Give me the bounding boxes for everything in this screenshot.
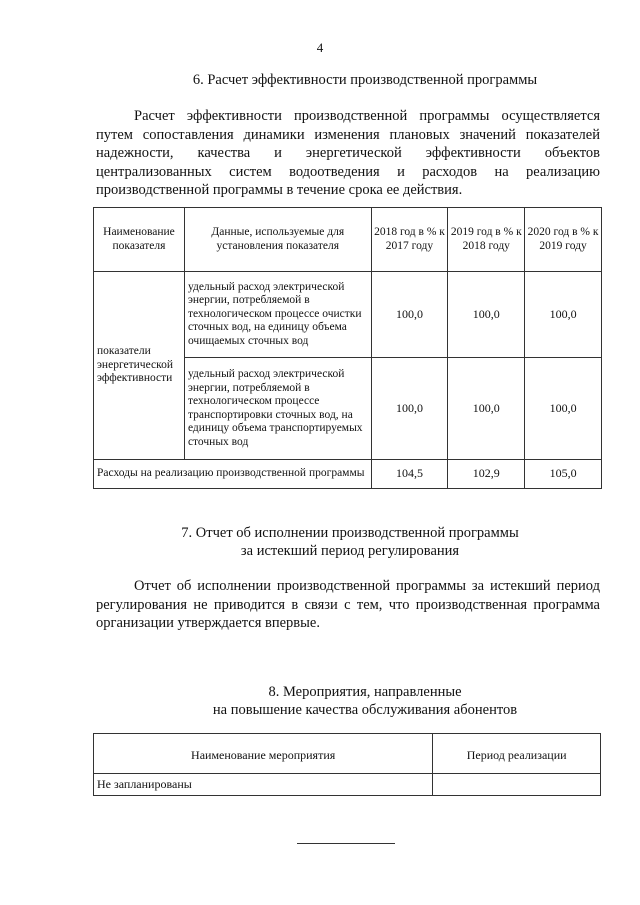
header-year-2018: 2018 год в % к 2017 году (371, 208, 448, 272)
measure-name: Не запланированы (94, 774, 433, 796)
table-header-row (94, 208, 602, 272)
value-2018: 100,0 (371, 358, 448, 460)
table-header-row (94, 734, 601, 774)
paragraph-line: организации утверждается впервые. (96, 615, 320, 631)
expenses-2020: 105,0 (525, 460, 602, 489)
footer-divider (297, 843, 395, 844)
row-description: удельный расход электрической энергии, потребляемой в технологическом процессе очистки сточных вод, на единицу объема очищаемых сточных вод (184, 272, 371, 358)
section-7-title (0, 524, 640, 560)
measure-period (433, 774, 601, 796)
header-indicator-name: Наименование показателя (94, 208, 185, 272)
header-period: Период реализации (433, 734, 601, 774)
header-measure-name: Наименование мероприятия (94, 734, 433, 774)
table-row (94, 272, 602, 358)
section-8-title (0, 683, 640, 719)
measures-table (93, 733, 601, 796)
section-6-title: 6. Расчет эффективности производственной программы (192, 72, 538, 88)
section-7-title-line-2: за истекший период регулирования (240, 543, 460, 559)
expenses-label: Расходы на реализацию производственной программы (94, 460, 372, 489)
paragraph-line: надежности, качества и энергетической эффективности объектов (96, 145, 600, 161)
row-description: удельный расход электрической энергии, потребляемой в технологическом процессе транспортировки сточных вод, на единицу объема транспортируемых сточных вод (184, 358, 371, 460)
section-8-title-line-1: 8. Мероприятия, направленные (268, 684, 462, 700)
value-2020: 100,0 (525, 272, 602, 358)
page-number: 4 (316, 40, 324, 55)
section-8-title-line-2: на повышение качества обслуживания абонентов (212, 702, 518, 718)
paragraph-line: путем сопоставления динамики изменения плановых значений показателей (96, 126, 600, 143)
group-label: показатели энергетической эффективности (94, 272, 185, 460)
value-2018: 100,0 (371, 272, 448, 358)
value-2019: 100,0 (448, 272, 525, 358)
value-2019: 100,0 (448, 358, 525, 460)
table-row-expenses (94, 460, 602, 489)
expenses-2019: 102,9 (448, 460, 525, 489)
paragraph-line: производственной программы в течение срока ее действия. (96, 182, 463, 198)
section-7-title-line-1: 7. Отчет об исполнении производственной программы (181, 525, 519, 541)
header-data-used: Данные, используемые для установления показателя (184, 208, 371, 272)
expenses-2018: 104,5 (371, 460, 448, 489)
header-year-2019: 2019 год в % к 2018 году (448, 208, 525, 272)
section-6-paragraph (96, 107, 600, 200)
paragraph-line: Расчет эффективности производственной программы осуществляется (134, 108, 600, 124)
section-7-paragraph (96, 577, 600, 633)
paragraph-line: регулирования не приводится в связи с тем, что производственная программа (96, 596, 600, 613)
header-year-2020: 2020 год в % к 2019 году (525, 208, 602, 272)
paragraph-line: централизованных систем водоотведения и расходов на реализацию (96, 163, 600, 180)
value-2020: 100,0 (525, 358, 602, 460)
paragraph-line: Отчет об исполнении производственной программы за истекший период (134, 578, 600, 594)
table-row (94, 774, 601, 796)
efficiency-table (93, 207, 602, 489)
